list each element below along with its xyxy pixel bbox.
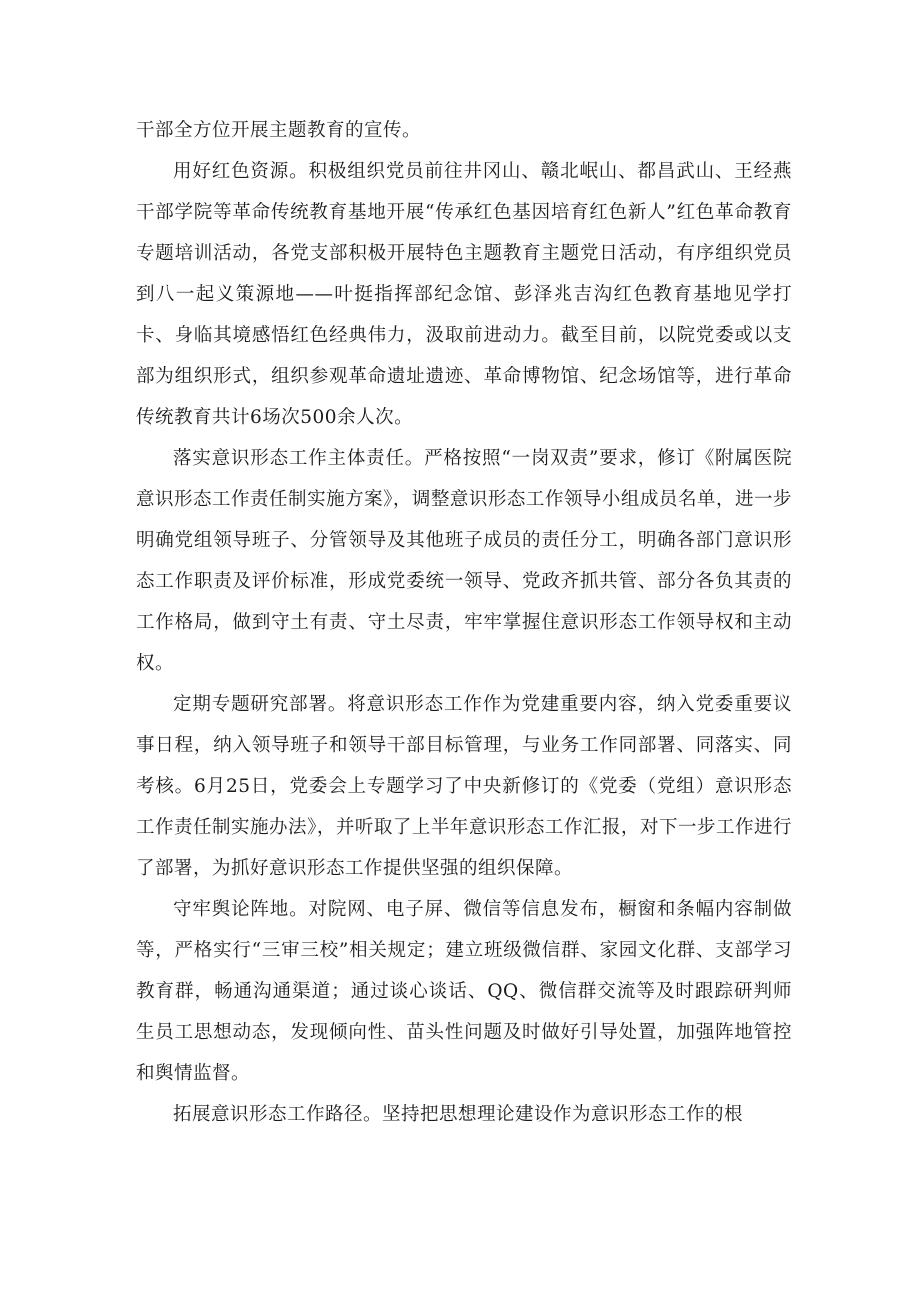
paragraph-1: 干部全方位开展主题教育的宣传。: [136, 120, 422, 141]
paragraph-2: 用好红色资源。积极组织党员前往井冈山、赣北岷山、都昌武山、王经燕干部学院等革命传统教育基地开展“传承红色基因培育红色新人”红色革命教育专题培训活动，各党支部积极开展特色主题教育主题党日活动，有序组织党员到八一起义策源地——叶挺指挥部纪念馆、彭泽兆吉沟红色教育基地见学打卡、身临其境感悟红色经典伟力，汲取前进动力。截至目前，以院党委或以支部为组织形式，组织参观革命遗址遗迹、革命博物馆、纪念场馆等，进行革命传统教育共计6场次500余人次。: [136, 161, 792, 428]
paragraph-3: 落实意识形态工作主体责任。严格按照“一岗双责”要求，修订《附属医院意识形态工作责任制实施方案》，调整意识形态工作领导小组成员名单，进一步明确党组领导班子、分管领导及其他班子成员的责任分工，明确各部门意识形态工作职责及评价标准，形成党委统一领导、党政齐抓共管、部分各负其责的工作格局，做到守土有责、守土尽责，牢牢掌握住意识形态工作领导权和主动权。: [136, 448, 792, 674]
paragraph-6: 拓展意识形态工作路径。坚持把思想理论建设作为意识形态工作的根: [173, 1104, 744, 1125]
paragraph-4: 定期专题研究部署。将意识形态工作作为党建重要内容，纳入党委重要议事日程，纳入领导班子和领导干部目标管理，与业务工作同部署、同落实、同考核。6月25日，党委会上专题学习了中央新修订的《党委（党组）意识形态工作责任制实施办法》，并听取了上半年意识形态工作汇报，对下一步工作进行了部署，为抓好意识形态工作提供坚强的组织保障。: [136, 694, 792, 879]
document-body: [136, 110, 792, 1135]
paragraph-5: 守牢舆论阵地。对院网、电子屏、微信等信息发布，橱窗和条幅内容制做等，严格实行“三审三校”相关规定；建立班级微信群、家园文化群、支部学习教育群，畅通沟通渠道；通过谈心谈话、QQ、微信群交流等及时跟踪研判师生员工思想动态，发现倾向性、苗头性问题及时做好引导处置，加强阵地管控和舆情监督。: [136, 899, 792, 1084]
